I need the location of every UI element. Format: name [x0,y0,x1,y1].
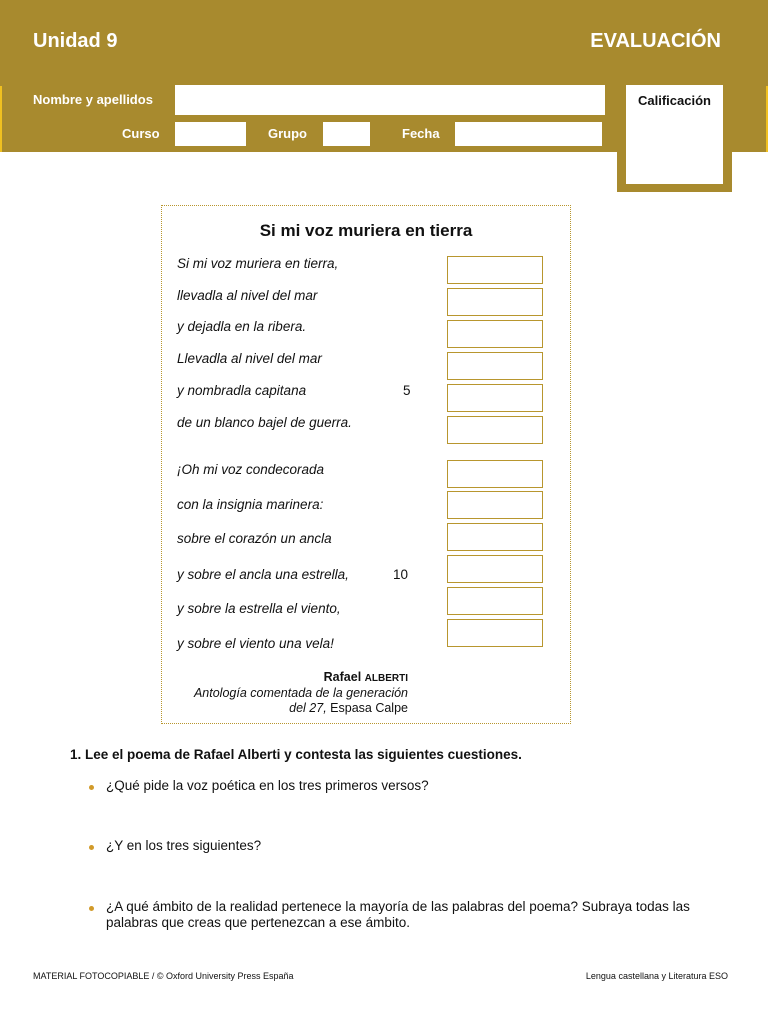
question-1: 1. Lee el poema de Rafael Alberti y contesta las siguientes cuestiones. [70,747,522,762]
name-label: Nombre y apellidos [33,92,153,107]
verse-5: y nombradla capitana [177,383,307,398]
name-field[interactable] [175,85,605,115]
question-bullet-2: ¿Y en los tres siguientes? [106,838,262,853]
group-label: Grupo [268,126,307,141]
source-publisher: Espasa Calpe [326,701,408,715]
verse-1: Si mi voz muriera en tierra, [177,256,339,271]
answer-box-8[interactable] [447,491,543,519]
verse-6: de un blanco bajel de guerra. [177,415,352,430]
source-line-2 [289,701,408,715]
source-title-1: Antología comentada de la generación [193,686,408,700]
answer-box-1[interactable] [447,256,543,284]
group-field[interactable] [323,122,370,146]
author-last-name: ALBERTI [364,673,408,684]
answer-box-11[interactable] [447,587,543,615]
verse-4: Llevadla al nivel del mar [177,351,322,366]
grade-label: Calificación [638,93,711,108]
line-number-5: 5 [403,383,411,398]
evaluation-title: EVALUACIÓN [590,30,721,52]
verse-2: llevadla al nivel del mar [177,288,318,303]
answer-box-4[interactable] [447,352,543,380]
header-left-edge [0,86,2,152]
poem-author [324,670,408,684]
verse-8: con la insignia marinera: [177,497,324,512]
source-title-2: del 27, [289,701,327,715]
date-field[interactable] [455,122,602,146]
answer-box-6[interactable] [447,416,543,444]
poem-title: Si mi voz muriera en tierra [259,221,473,240]
bullet-icon [89,785,94,790]
footer-subject: Lengua castellana y Literatura ESO [585,971,728,981]
answer-box-9[interactable] [447,523,543,551]
question-bullet-1: ¿Qué pide la voz poética en los tres primeros versos? [106,778,429,793]
date-label: Fecha [402,126,440,141]
line-number-10: 10 [393,567,409,582]
answer-box-2[interactable] [447,288,543,316]
answer-box-7[interactable] [447,460,543,488]
verse-9: sobre el corazón un ancla [177,531,332,546]
answer-box-5[interactable] [447,384,543,412]
question-bullet-3: ¿A qué ámbito de la realidad pertenece la mayoría de las palabras del poema? Subraya todas las palabras que creas que pertenezcan a ese ámbito. [106,899,690,930]
course-field[interactable] [175,122,246,146]
answer-box-3[interactable] [447,320,543,348]
verse-10: y sobre el ancla una estrella, [177,567,349,582]
bullet-icon [89,906,94,911]
footer-copyright: MATERIAL FOTOCOPIABLE / © Oxford University Press España [33,971,294,981]
answer-box-12[interactable] [447,619,543,647]
author-first-name: Rafael [323,670,365,684]
bullet-icon [89,845,94,850]
verse-11: y sobre la estrella el viento, [177,601,341,616]
verse-12: y sobre el viento una vela! [177,636,334,651]
unit-title: Unidad 9 [33,30,118,52]
verse-3: y dejadla en la ribera. [177,319,307,334]
verse-7: ¡Oh mi voz condecorada [177,462,325,477]
course-label: Curso [122,126,160,141]
answer-box-10[interactable] [447,555,543,583]
source-line-1 [194,686,408,700]
